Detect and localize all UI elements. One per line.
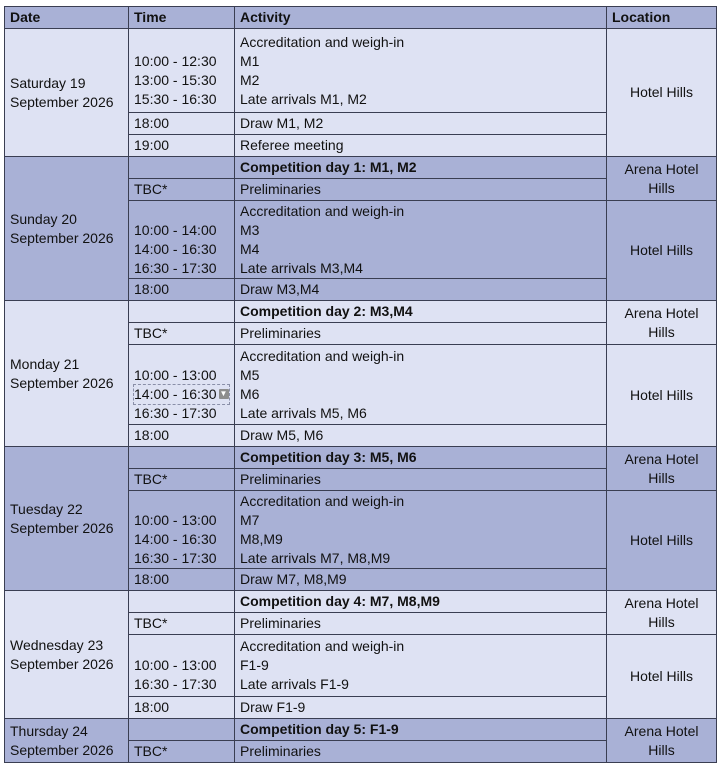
- date-cell: Monday 21 September 2026: [5, 301, 129, 447]
- time-line: [134, 347, 229, 366]
- activity-line: M6: [240, 385, 260, 402]
- time-line: 10:00 - 13:00: [134, 511, 217, 528]
- time-cell: 18:00: [129, 697, 235, 719]
- activity-cell: Preliminaries: [235, 179, 607, 201]
- activity-cell: Preliminaries: [235, 613, 607, 635]
- time-line: 10:00 - 14:00: [134, 221, 217, 238]
- activity-line: M1: [240, 52, 260, 69]
- activity-cell: Draw M5, M6: [235, 425, 607, 447]
- time-cell: TBC*: [129, 469, 235, 491]
- activity-cell: [235, 635, 607, 697]
- activity-cell: Competition day 5: F1-9: [235, 719, 607, 741]
- time-line-selected[interactable]: [134, 385, 229, 404]
- time-line: [134, 492, 229, 511]
- time-line: 10:00 - 12:30: [134, 52, 217, 69]
- location-cell: Arena Hotel Hills: [607, 591, 717, 635]
- selected-text-box[interactable]: [134, 385, 229, 404]
- activity-cell: [235, 29, 607, 113]
- date-cell: Sunday 20 September 2026: [5, 157, 129, 301]
- activity-cell: Draw M3,M4: [235, 279, 607, 301]
- day-group-tuesday: [5, 447, 717, 591]
- activity-line: Accreditation and weigh-in: [240, 33, 405, 50]
- header-activity: Activity: [235, 7, 607, 29]
- time-cell: [129, 345, 235, 425]
- time-line: 16:30 - 17:30: [134, 404, 217, 421]
- time-line: 16:30 - 17:30: [134, 549, 217, 566]
- location-cell: Hotel Hills: [607, 491, 717, 591]
- activity-line: F1-9: [240, 657, 269, 673]
- table-header: [5, 7, 717, 29]
- time-line: 16:30 - 17:30: [134, 676, 217, 692]
- time-cell: 18:00: [129, 425, 235, 447]
- time-cell: 18:00: [129, 569, 235, 591]
- activity-cell: Competition day 3: M5, M6: [235, 447, 607, 469]
- time-cell: TBC*: [129, 613, 235, 635]
- time-line: [134, 637, 229, 656]
- time-line: 10:00 - 13:00: [134, 657, 217, 673]
- time-line: 16:30 - 17:30: [134, 259, 217, 276]
- time-cell: [129, 719, 235, 741]
- time-cell: [129, 29, 235, 113]
- activity-line: M8,M9: [240, 530, 283, 547]
- activity-cell: [235, 491, 607, 569]
- time-line: 10:00 - 13:00: [134, 366, 217, 383]
- header-location: Location: [607, 7, 717, 29]
- activity-cell: Draw F1-9: [235, 697, 607, 719]
- date-cell: Thursday 24 September 2026: [5, 719, 129, 763]
- time-cell: TBC*: [129, 323, 235, 345]
- activity-line: M2: [240, 71, 260, 88]
- location-cell: Hotel Hills: [607, 345, 717, 447]
- activity-line: Late arrivals F1-9: [240, 676, 349, 692]
- activity-cell: Competition day 4: M7, M8,M9: [235, 591, 607, 613]
- header-time: Time: [129, 7, 235, 29]
- activity-cell: Preliminaries: [235, 741, 607, 763]
- activity-line: Accreditation and weigh-in: [240, 347, 405, 364]
- time-cell: [129, 591, 235, 613]
- time-line: [134, 33, 229, 52]
- activity-cell: Preliminaries: [235, 469, 607, 491]
- date-cell: Wednesday 23 September 2026: [5, 591, 129, 719]
- activity-line: M5: [240, 366, 260, 383]
- location-cell: Arena Hotel Hills: [607, 157, 717, 201]
- time-line: 13:00 - 15:30: [134, 71, 217, 88]
- day-group-wednesday: [5, 591, 717, 719]
- location-cell: Arena Hotel Hills: [607, 719, 717, 763]
- time-cell: [129, 201, 235, 279]
- activity-cell: [235, 201, 607, 279]
- time-cell: 19:00: [129, 135, 235, 157]
- activity-line: Late arrivals M7, M8,M9: [240, 549, 391, 566]
- time-line: 15:30 - 16:30: [134, 90, 217, 107]
- activity-line: M3: [240, 221, 260, 238]
- day-group-monday: [5, 301, 717, 447]
- time-cell: [129, 491, 235, 569]
- activity-cell: Competition day 2: M3,M4: [235, 301, 607, 323]
- time-cell: [129, 301, 235, 323]
- time-cell: TBC*: [129, 179, 235, 201]
- activity-line: Late arrivals M5, M6: [240, 404, 367, 421]
- header-date: Date: [5, 7, 129, 29]
- activity-cell: Draw M7, M8,M9: [235, 569, 607, 591]
- activity-line: Accreditation and weigh-in: [240, 202, 405, 219]
- date-cell: Saturday 19 September 2026: [5, 29, 129, 157]
- activity-cell: Referee meeting: [235, 135, 607, 157]
- activity-cell: Competition day 1: M1, M2: [235, 157, 607, 179]
- activity-line: Late arrivals M3,M4: [240, 259, 363, 276]
- time-line: [134, 202, 229, 221]
- time-cell: [129, 635, 235, 697]
- time-cell: TBC*: [129, 741, 235, 763]
- time-cell: 18:00: [129, 113, 235, 135]
- activity-line: Late arrivals M1, M2: [240, 90, 367, 107]
- location-cell: Arena Hotel Hills: [607, 447, 717, 491]
- time-line: 14:00 - 16:30: [134, 240, 217, 257]
- day-group-thursday: [5, 719, 717, 763]
- activity-cell: Preliminaries: [235, 323, 607, 345]
- activity-line: M7: [240, 511, 260, 528]
- time-cell: [129, 157, 235, 179]
- day-group-saturday: [5, 29, 717, 157]
- chevron-down-icon[interactable]: ▼: [219, 388, 228, 398]
- location-cell: Hotel Hills: [607, 635, 717, 719]
- schedule-table: [4, 6, 717, 763]
- time-cell: [129, 447, 235, 469]
- location-cell: Hotel Hills: [607, 201, 717, 301]
- activity-cell: Draw M1, M2: [235, 113, 607, 135]
- time-line: 14:00 - 16:30: [134, 530, 217, 547]
- activity-cell: [235, 345, 607, 425]
- time-text: 14:00 - 16:30: [134, 385, 217, 402]
- activity-line: Accreditation and weigh-in: [240, 492, 405, 509]
- location-cell: Arena Hotel Hills: [607, 301, 717, 345]
- time-cell: 18:00: [129, 279, 235, 301]
- activity-line: Accreditation and weigh-in: [240, 638, 405, 654]
- location-cell: Hotel Hills: [607, 29, 717, 157]
- day-group-sunday: [5, 157, 717, 301]
- activity-line: M4: [240, 240, 260, 257]
- date-cell: Tuesday 22 September 2026: [5, 447, 129, 591]
